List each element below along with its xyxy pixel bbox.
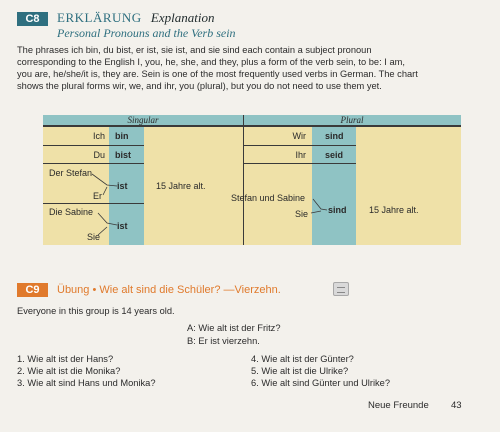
pronoun-ihr: Ihr [295,150,306,160]
question-text: Wie alt sind Günter und Ulrike? [261,378,391,388]
question-number: 3. [17,378,25,388]
pronoun-verb-chart [43,115,461,245]
age-plural: 15 Jahre alt. [369,205,419,215]
pronoun-sie-singular: Sie [87,232,101,242]
intro-line-4: shows the plural forms wir, we, and ihr, you (plural), but you do not need to use them yet. [17,81,382,91]
intro-paragraph [17,44,487,92]
question-text: Wie alt ist die Monika? [27,366,121,376]
connector-lines [43,115,461,245]
pronoun-ich: Ich [92,131,105,141]
names-stefan-und-sabine: Stefan und Sabine [231,193,306,203]
question-number: 6. [251,378,259,388]
intro-line-1: The phrases ich bin, du bist, er ist, sie ist, and sie sind each contain a subject pronoun [17,45,372,55]
question-number: 5. [251,366,259,376]
cassette-icon [333,282,349,296]
section-title-en: Explanation [150,10,215,25]
verb-sind-3: sind [328,205,347,215]
question-number: 1. [17,354,25,364]
verb-seid: seid [325,150,344,160]
verb-sind-1: sind [325,131,344,141]
section-subtitle: Personal Pronouns and the Verb sein [57,26,236,40]
section-title [57,10,214,26]
pronoun-du: Du [93,150,105,160]
pronoun-er: Er [93,191,102,201]
section-title-de: ERKLÄRUNG [57,10,142,25]
pronoun-sie-plural: Sie [295,209,309,219]
example-b: B: Er ist vierzehn. [187,336,260,346]
verb-ist-4: ist [117,221,128,231]
age-singular: 15 Jahre alt. [156,181,206,191]
verb-bist: bist [115,150,132,160]
question-text: Wie alt ist der Günter? [261,354,354,364]
example-a: A: Wie alt ist der Fritz? [187,323,281,333]
question-text: Wie alt ist die Ulrike? [261,366,349,376]
question-3 [17,377,156,389]
question-text: Wie alt ist der Hans? [27,354,114,364]
exercise-title: Übung • Wie alt sind die Schüler? —Vierzehn. [57,284,281,296]
verb-ist-3: ist [117,181,128,191]
question-6 [251,377,390,389]
singular-header: Singular [43,115,243,126]
question-number: 4. [251,354,259,364]
question-4 [251,353,354,365]
verb-bin: bin [115,131,129,141]
pronoun-wir: Wir [292,131,306,141]
question-number: 2. [17,366,25,376]
intro-line-2: corresponding to the English I, you, he, she, and they, plus a form of the verb sein, to be: I am, [17,57,405,67]
name-die-sabine: Die Sabine [49,207,94,217]
name-der-stefan: Der Stefan [49,168,93,178]
footer-book-title: Neue Freunde [368,400,429,411]
question-5 [251,365,348,377]
section-badge-c8: C8 [17,12,48,26]
exercise-intro: Everyone in this group is 14 years old. [17,306,175,316]
question-text: Wie alt sind Hans und Monika? [27,378,156,388]
question-2 [17,365,120,377]
plural-header: Plural [243,115,461,126]
page-number: 43 [451,400,462,411]
intro-line-3: you are, he/she/it is, they are. Sein is one of the most frequently used verbs in German. The chart [17,69,418,79]
question-1 [17,353,113,365]
section-badge-c9: C9 [17,283,48,297]
